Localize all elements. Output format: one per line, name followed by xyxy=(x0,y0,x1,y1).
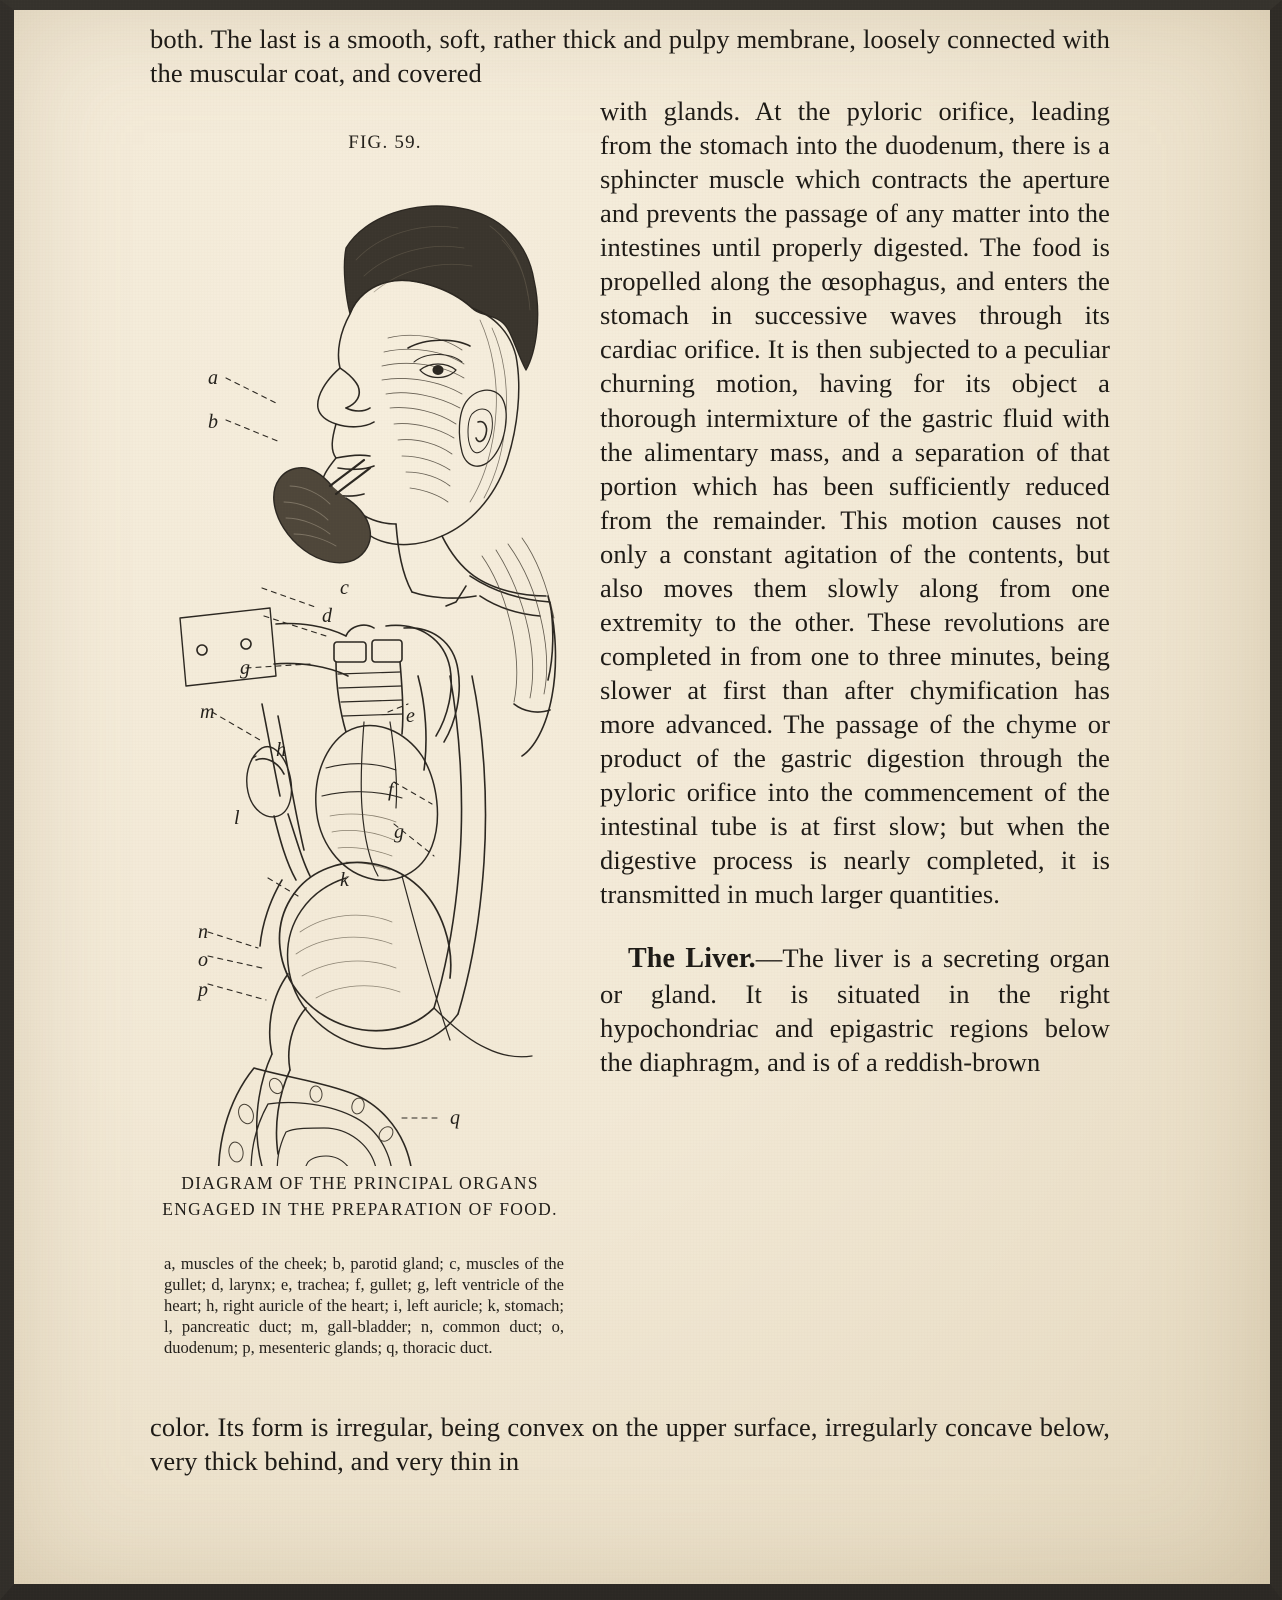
figure-caption: DIAGRAM OF THE PRINCIPAL ORGANS ENGAGED IN THE PREPARATION OF FOOD. xyxy=(162,1173,558,1220)
svg-text:e: e xyxy=(406,705,415,728)
svg-text:m: m xyxy=(200,701,215,724)
svg-text:l: l xyxy=(234,807,240,830)
liver-paragraph xyxy=(600,941,1110,1079)
svg-text:c: c xyxy=(340,577,349,600)
svg-text:n: n xyxy=(198,921,208,944)
svg-text:p: p xyxy=(198,979,208,1002)
svg-text:d: d xyxy=(322,605,332,628)
right-column-paragraph: with glands. At the pyloric orifice, leading from the stomach into the duodenum, there is a sphincter muscle which contracts the aperture and prevents the passage of any matter into the intestines until properly digested. The food is propelled along the œsophagus, and enters the stomach in successive waves through its cardiac orifice. It is then subjected to a peculiar churning motion, having for its object a thorough intermixture of the gastric fluid with the alimentary mass, and a separation of that portion which has been sufficiently reduced from the remainder. This motion causes not only a constant agitation of the contents, but also moves them slowly along from one extremity to the other. These revolutions are completed in from one to three minutes, being slower at first than after chymification has more advanced. The passage of the chyme or product of the gastric digestion through the pyloric orifice into the commencement of the intestinal tube is at first slow; but when the digestive process is nearly completed, it is transmitted in much larger quantities. xyxy=(600,96,1110,910)
svg-text:q: q xyxy=(450,1107,460,1130)
liver-heading: The Liver. xyxy=(628,943,756,975)
two-column-region xyxy=(150,94,1110,1404)
figure-illustration xyxy=(150,156,570,1166)
bottom-paragraph-block xyxy=(150,1410,1110,1478)
page-content xyxy=(150,22,1130,1562)
figure-number-label: FIG. 59. xyxy=(348,132,422,154)
svg-text:k: k xyxy=(340,869,349,892)
left-column xyxy=(150,94,570,1358)
top-paragraph-block xyxy=(150,22,1110,90)
svg-text:o: o xyxy=(198,949,208,972)
bottom-paragraph: color. Its form is irregular, being convex on the upper surface, irregularly concave below, very thick behind, and very thin in xyxy=(150,1412,1110,1477)
svg-text:h: h xyxy=(276,739,286,762)
right-column xyxy=(600,94,1110,1079)
svg-text:f: f xyxy=(388,779,394,802)
liver-body: —The liver is a secreting organ or gland. It is situated in the right hypochondriac and epigastric regions below the diaphragm, and is of a reddish-brown xyxy=(600,943,1110,1078)
svg-text:b: b xyxy=(208,411,218,434)
svg-text:g: g xyxy=(394,821,404,844)
figure-key-legend: a, muscles of the cheek; b, parotid gland; c, muscles of the gullet; d, larynx; e, trachea; f, gullet; g, left ventricle of the heart; h, right auricle of the heart; i, left auricle; k, stomach; l, pancreatic duct; m, gall-bladder; n, common duct; o, duodenum; p, mesenteric glands; q, thoracic duct. xyxy=(164,1253,564,1358)
svg-text:a: a xyxy=(208,367,218,390)
svg-text:g: g xyxy=(240,657,250,680)
top-paragraph: both. The last is a smooth, soft, rather thick and pulpy membrane, loosely connected with the muscular coat, and covered xyxy=(150,24,1110,89)
